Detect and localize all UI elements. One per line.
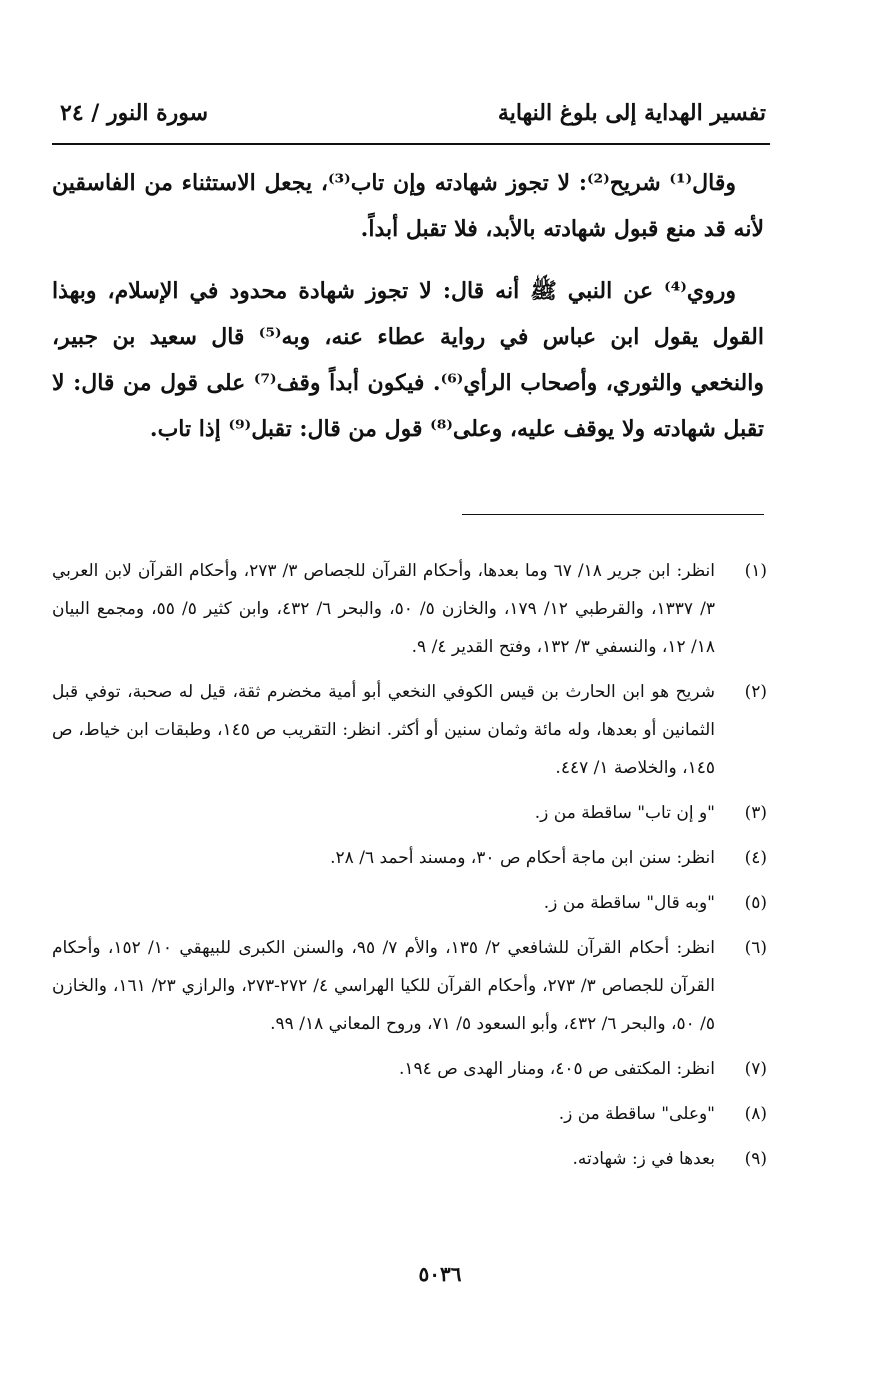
footnote-text: "و إن تاب" ساقطة من ز. — [534, 803, 715, 823]
footnote — [52, 1095, 767, 1133]
page-number: ٥٠٣٦ — [418, 1262, 462, 1286]
main-paragraph: وروي⁽⁴⁾ عن النبي ﷺ أنه قال: لا تجوز شهادة محدود في الإسلام، وبهذا القول يقول ابن عباس في رواية عطاء عنه، وبه⁽⁵⁾ قال سعيد بن جبير، والنخعي والثوري، وأصحاب الرأي⁽⁶⁾. فيكون أبداً وقف⁽⁷⁾ على قول من قال: لا تقبل شهادته ولا يوقف عليه، وعلى⁽⁸⁾ قول من قال: تقبل⁽⁹⁾ إذا تاب. — [52, 278, 764, 442]
main-paragraph: وقال⁽¹⁾ شريح⁽²⁾: لا تجوز شهادته وإن تاب⁽³⁾، يجعل الاستثناء من الفاسقين لأنه قد منع قبول شهادته بالأبد، فلا تقبل أبداً. — [52, 170, 764, 242]
footnote-text: شريح هو ابن الحارث بن قيس الكوفي النخعي أبو أمية مخضرم ثقة، قيل له صحبة، توفي قبل الثمانين أو بعدها، وله مائة وثمان سنين أو أكثر. انظر: التقريب ص ١٤٥، وطبقات ابن خياط، ص ١٤٥، والخلاصة ١/ ٤٤٧. — [52, 682, 715, 778]
footnote — [52, 839, 767, 877]
running-header — [52, 92, 770, 142]
header-surah-reference: سورة النور / ٢٤ — [60, 100, 209, 126]
footnote-text: "وبه قال" ساقطة من ز. — [543, 893, 715, 913]
footnote-text: انظر: ابن جرير ١٨/ ٦٧ وما بعدها، وأحكام القرآن للجصاص ٣/ ٢٧٣، وأحكام القرآن لابن العربي ٣/ ١٣٣٧، والقرطبي ١٢/ ١٧٩، والخازن ٥/ ٥٠، والبحر ٦/ ٤٣٢، وابن كثير ٥/ ٥٥، ومجمع البيان ١٨/ ١٢، والنسفي ٣/ ١٣٢، وفتح القدير ٤/ ٩. — [52, 561, 715, 657]
footnote — [52, 794, 767, 832]
header-divider — [52, 143, 770, 145]
footnote-number: (١) — [744, 561, 767, 581]
footnote — [52, 552, 767, 666]
footnote-text: "وعلى" ساقطة من ز. — [558, 1104, 715, 1124]
main-text — [52, 160, 764, 452]
footnote-text: انظر: سنن ابن ماجة أحكام ص ٣٠، ومسند أحمد ٦/ ٢٨. — [330, 848, 715, 868]
footnote — [52, 673, 767, 787]
footnote-text: انظر: المكتفى ص ٤٠٥، ومنار الهدى ص ١٩٤. — [399, 1059, 715, 1079]
header-book-title: تفسير الهداية إلى بلوغ النهاية — [497, 100, 766, 126]
footnote-number: (٩) — [744, 1149, 767, 1169]
footnote-text: انظر: أحكام القرآن للشافعي ٢/ ١٣٥، والأم ٧/ ٩٥، والسنن الكبرى للبيهقي ١٠/ ١٥٢، وأحكام القرآن للجصاص ٣/ ٢٧٣، وأحكام القرآن للكيا الهراسي ٤/ ٢٧٢-٢٧٣، والرازي ٢٣/ ١٦١، والخازن ٥/ ٥٠، والبحر ٦/ ٤٣٢، وأبو السعود ٥/ ٧١، وروح المعاني ١٨/ ٩٩. — [52, 938, 716, 1034]
footnote-number: (٥) — [744, 893, 767, 913]
footnote — [52, 1140, 767, 1178]
footnote-number: (٨) — [744, 1104, 767, 1124]
footnote-number: (٣) — [744, 803, 767, 823]
footnote — [52, 929, 767, 1043]
footnote-number: (٤) — [744, 848, 767, 868]
footnote-divider — [462, 514, 764, 515]
footnote-number: (٧) — [744, 1059, 767, 1079]
footnote — [52, 884, 767, 922]
footnote-number: (٦) — [744, 938, 767, 958]
footnote — [52, 1050, 767, 1088]
footnote-number: (٢) — [744, 682, 767, 702]
footnotes — [52, 552, 767, 1185]
footnote-text: بعدها في ز: شهادته. — [572, 1149, 715, 1169]
